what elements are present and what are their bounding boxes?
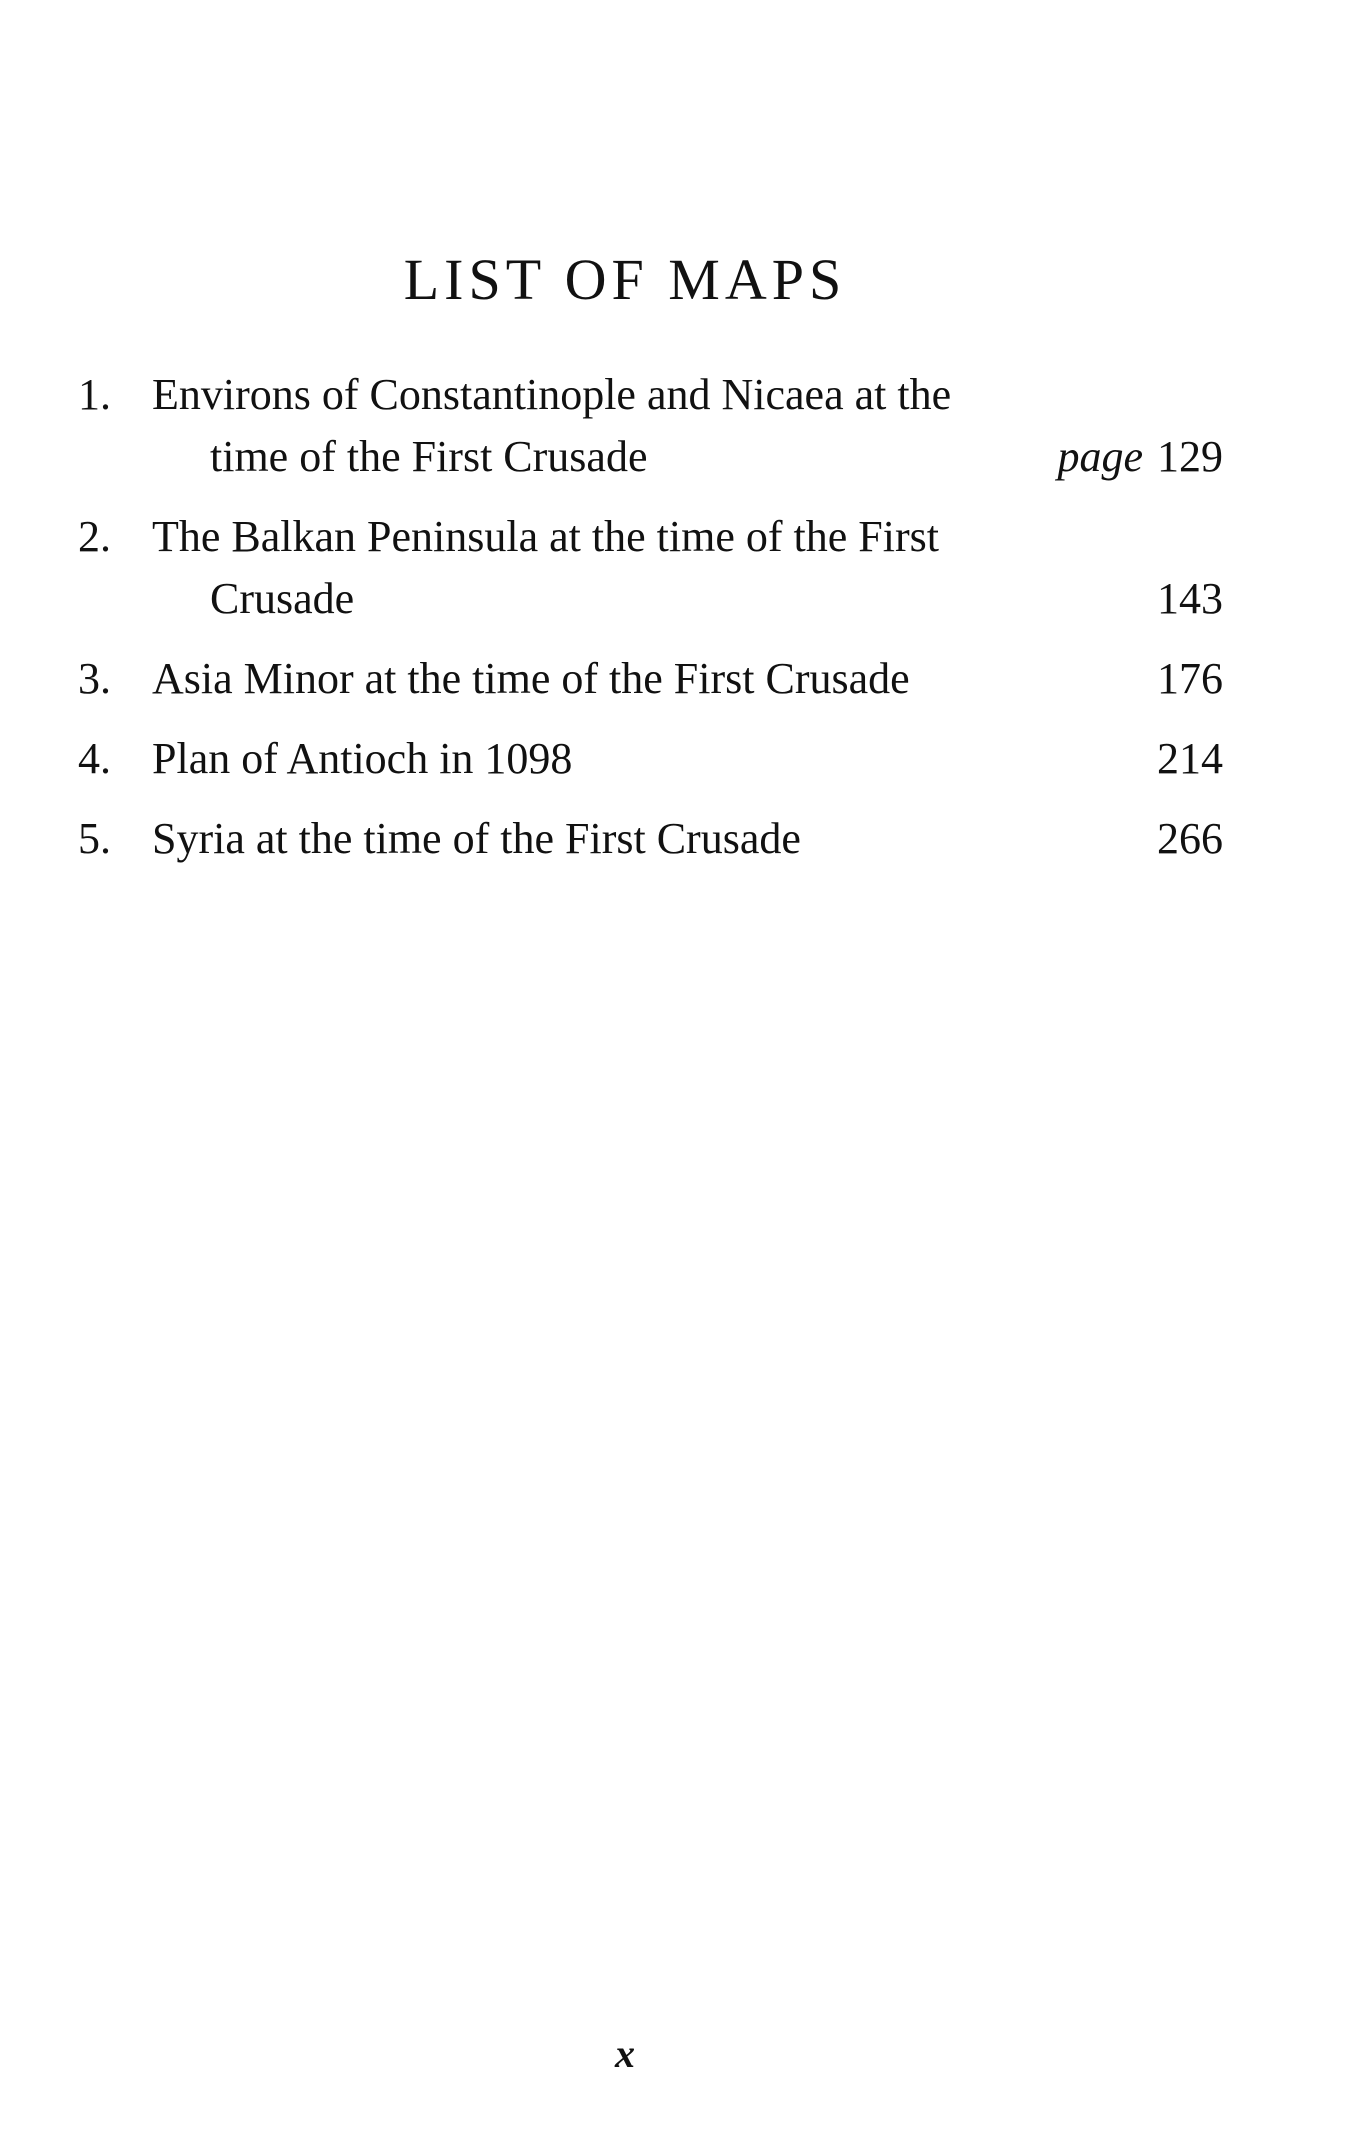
- page-title: LIST OF MAPS: [403, 247, 847, 312]
- entry-title-line-2: time of the First Crusade: [210, 432, 648, 481]
- entry-title-line-2: Crusade: [210, 574, 355, 623]
- entry-page-number: 129: [1157, 432, 1223, 481]
- entry-page-number: 266: [1157, 814, 1223, 863]
- page-label: page: [1057, 432, 1143, 481]
- entry-title: [152, 364, 1053, 488]
- map-entry-4: [78, 728, 1223, 790]
- entry-title-line-1: Syria at the time of the First Crusade: [152, 814, 801, 863]
- entry-page-number: 176: [1157, 654, 1223, 703]
- entry-title-line-1: The Balkan Peninsula at the time of the First: [152, 512, 939, 561]
- entry-number: 5.: [78, 814, 111, 863]
- entry-title: [152, 506, 1053, 630]
- entry-title-line-1: Environs of Constantinople and Nicaea at the: [152, 370, 952, 419]
- entry-number: 3.: [78, 654, 111, 703]
- page-folio: x: [615, 2031, 635, 2076]
- entry-title: [152, 648, 1053, 710]
- entry-page-number: 214: [1157, 734, 1223, 783]
- map-entry-3: [78, 648, 1223, 710]
- entry-number: 4.: [78, 734, 111, 783]
- entry-title-line-1: Asia Minor at the time of the First Crusade: [152, 654, 910, 703]
- map-entry-2: [78, 506, 1223, 630]
- entry-page-number: 143: [1157, 574, 1223, 623]
- entry-number: 1.: [78, 370, 111, 419]
- entry-title-line-1: Plan of Antioch in 1098: [152, 734, 573, 783]
- map-list: [78, 364, 1223, 888]
- entry-page: [1057, 426, 1223, 488]
- entry-title: [152, 808, 1053, 870]
- map-entry-1: [78, 364, 1223, 488]
- map-entry-5: [78, 808, 1223, 870]
- entry-title: [152, 728, 1053, 790]
- entry-number: 2.: [78, 512, 111, 561]
